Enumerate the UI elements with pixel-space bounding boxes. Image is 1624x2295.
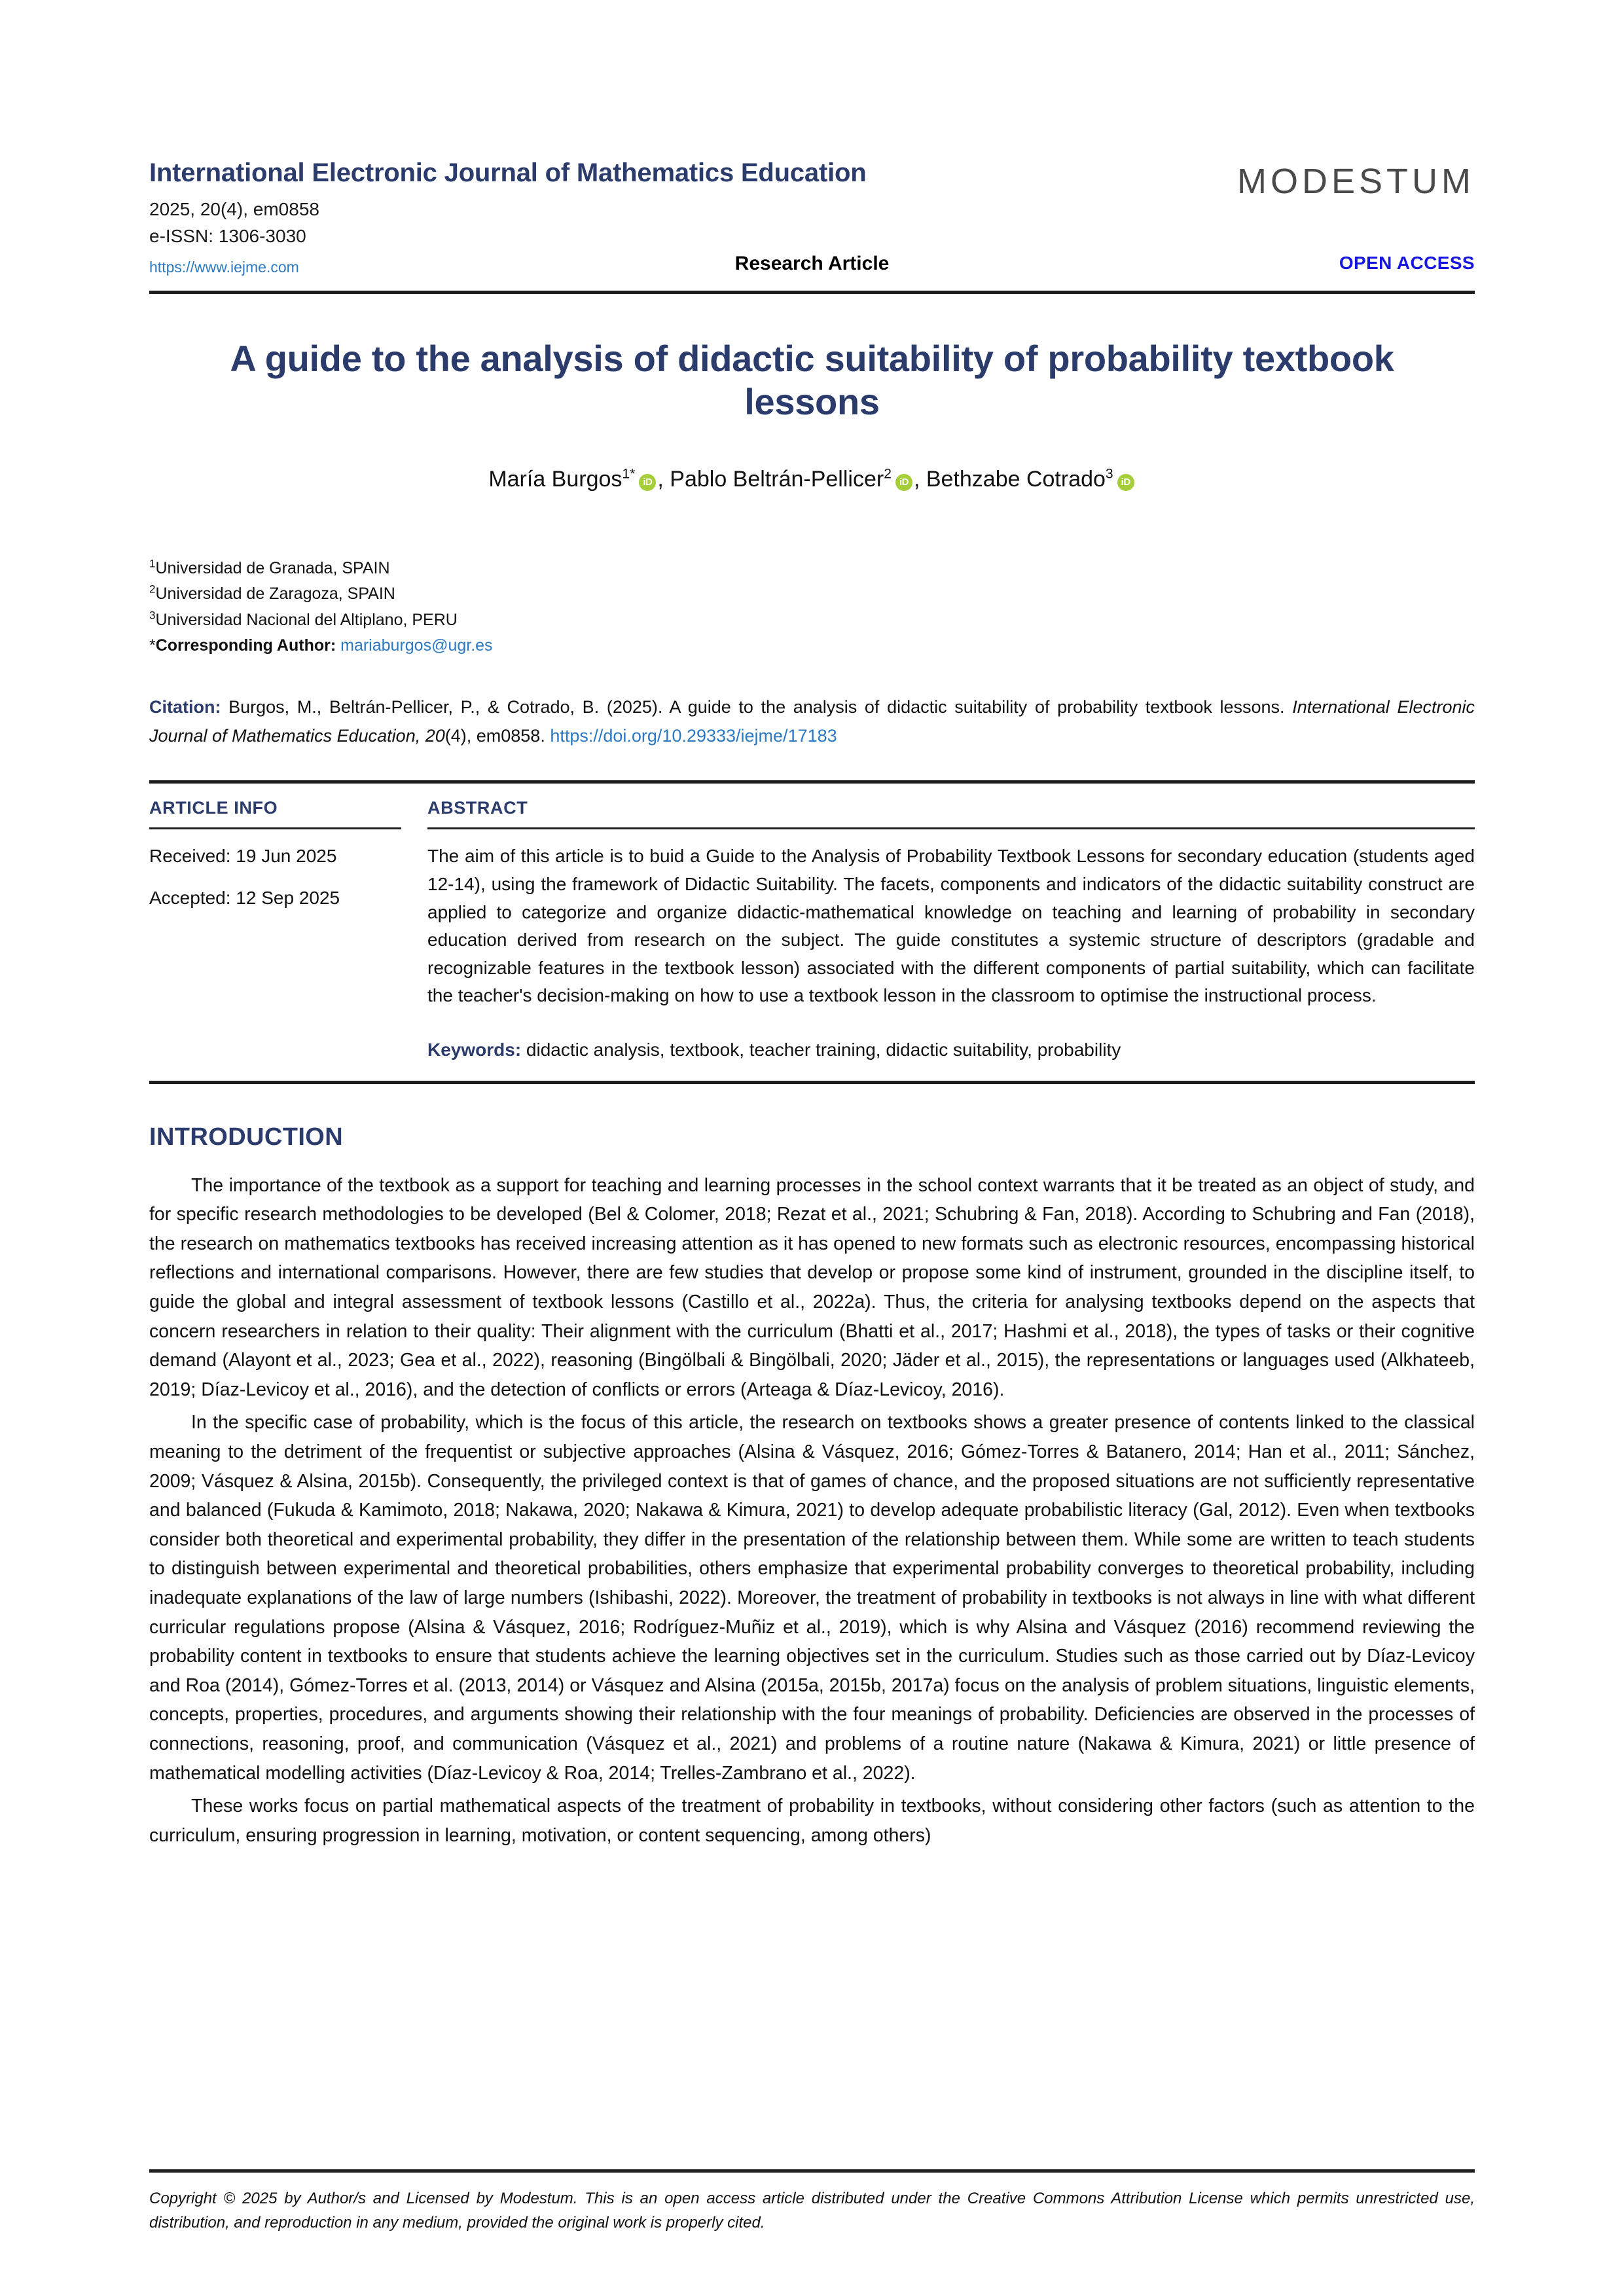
body-paragraph: In the specific case of probability, which is the focus of this article, the research on textbooks shows a greater presence of contents linked to the classical meaning to the detriment of the frequentist or subjective approaches (Alsina & Vásquez, 2016; Gómez-Torres & Batanero, 2014; Han et al., 2011; Sánchez, 2009; Vásquez & Alsina, 2015b). Consequently, the privileged context is that of games of chance, and the proposed situations are not sufficiently representative and balanced (Fukuda & Kamimoto, 2018; Nakawa, 2020; Nakawa & Kimura, 2021) to develop adequate probabilistic literacy (Gal, 2012). Even when textbooks consider both theoretical and experimental probability, they differ in the presentation of the relationship between them. While some are written to teach students to distinguish between experimental and theoretical probabilities, others emphasize that experimental probability converges to theoretical probability, including inadequate explanations of the law of large numbers (Ishibashi, 2022). Moreover, the treatment of probability in textbooks is not always in line with what different curricular regulations propose (Alsina & Vásquez, 2016; Rodríguez-Muñiz et al., 2019), which is why Alsina and Vásquez (2016) recommend reviewing the probability content in textbooks to ensure that students achieve the learning objectives set in the curriculum. Studies such as those carried out by Díaz-Levicoy and Roa (2014), Gómez-Torres et al. (2013, 2014) or Vásquez and Alsina (2015a, 2015b, 2017a) focus on the analysis of problem situations, linguistic elements, concepts, properties, procedures, and arguments showing their relationship with the four meanings of probability. Deficiencies are observed in the processes of connections, reasoning, proof, and communication (Vásquez et al., 2021) and problems of a routine nature (Nakawa & Kimura, 2021) or little presence of mathematical modelling activities (Díaz-Levicoy & Roa, 2014; Trelles-Zambrano et al., 2022). (149, 1412, 1475, 1784)
keywords-values: didactic analysis, textbook, teacher training, didactic suitability, probability (521, 1039, 1121, 1060)
citation-journal: International Electronic Journal of Mathematics Education, 20 (149, 696, 1475, 746)
citation-text: Burgos, M., Beltrán-Pellicer, P., & Cotrado, B. (2025). A guide to the analysis of didactic suitability of probability textbook lessons. (221, 696, 1293, 717)
corresponding-marker: * (149, 636, 156, 655)
journal-eissn: e-ISSN: 1306-3030 (149, 225, 306, 246)
abstract-heading: ABSTRACT (427, 798, 528, 818)
journal-issue: 2025, 20(4), em0858 (149, 199, 319, 219)
author-separator: , (913, 467, 926, 492)
author-list (149, 464, 1475, 496)
article-info-heading: ARTICLE INFO (149, 798, 278, 818)
author-entry (926, 467, 1136, 492)
infobox-bottom-divider (149, 1081, 1475, 1084)
affiliation-list (149, 556, 1475, 659)
body-paragraph: These works focus on partial mathematical aspects of the treatment of probability in textbooks, without considering other factors (such as attention to the curriculum, ensuring progression in learning, motivation, or content sequencing, among others) (149, 1796, 1475, 1846)
keywords-label: Keywords: (427, 1039, 522, 1060)
journal-url-link[interactable]: https://www.iejme.com (149, 259, 299, 276)
masthead-right (1134, 164, 1475, 199)
article-info-underline (149, 827, 401, 829)
affiliation-marker: 1 (149, 557, 156, 570)
infobox-top-divider (149, 780, 1475, 784)
footer-divider (149, 2169, 1475, 2173)
abstract-underline (427, 827, 1475, 829)
affiliation-text: Universidad de Granada, SPAIN (155, 558, 390, 577)
abstract-column (427, 798, 1475, 1063)
affiliation-item (149, 556, 1475, 582)
corresponding-label: Corresponding Author: (155, 636, 336, 655)
received-date: Received: 19 Jun 2025 (149, 846, 337, 867)
author-entry (670, 467, 914, 492)
journal-title: International Electronic Journal of Mathematics Education (149, 158, 867, 187)
affiliation-item (149, 581, 1475, 607)
copyright-notice: Copyright © 2025 by Author/s and Licensed by Modestum. This is an open access article distributed under the Creative Commons Attribution License which permits unrestricted use, distribution, and reproduction in any medium, provided the original work is properly cited. (149, 2190, 1475, 2232)
author-separator: , (657, 467, 670, 492)
corresponding-email-link[interactable]: mariaburgos@ugr.es (340, 636, 493, 655)
corresponding-author-line (149, 633, 1475, 659)
masthead (149, 0, 1475, 294)
affiliation-marker: 2 (149, 583, 156, 596)
author-affiliation-marker: 2 (884, 467, 892, 482)
infobox-grid (149, 798, 1475, 1063)
modestum-logo: MODESTUM (1237, 162, 1475, 201)
body-paragraph: The importance of the textbook as a support for teaching and learning processes in the school context warrants that it be treated as an object of study, and for specific research methodologies to be developed (Bel & Colomer, 2018; Rezat et al., 2021; Schubring & Fan, 2018). According to Schubring and Fan (2018), the research on mathematics textbooks has received increasing attention as it has opened to new formats such as electronic resources, encompassing historical reflections and international comparisons. However, there are few studies that develop or propose some kind of instrument, grounded in the discipline itself, to guide the global and integral assessment of textbook lessons (Castillo et al., 2022a). Thus, the criteria for analysing textbooks depend on the aspects that concern researchers in relation to their quality: Their alignment with the curriculum (Bhatti et al., 2017; Hashmi et al., 2018), the types of tasks or their cognitive demand (Alayont et al., 2023; Gea et al., 2022), reasoning (Bingölbali & Bingölbali, 2020; Jäder et al., 2015), the representations or languages used (Alkhateeb, 2019; Díaz-Levicoy et al., 2016), and the detection of conflicts or errors (Arteaga & Díaz-Levicoy, 2016). (149, 1174, 1475, 1400)
citation-label: Citation: (149, 696, 221, 717)
article-info-abstract-box (149, 780, 1475, 1083)
page-title: A guide to the analysis of didactic suitability of probability textbook lessons (230, 338, 1394, 423)
abstract-text: The aim of this article is to buid a Guide to the Analysis of Probability Textbook Lessons for secondary education (students aged 12-14), using the framework of Didactic Suitability. The facets, components and indicators of the didactic suitability construct are applied to categorize and organize didactic-mathematical knowledge on teaching and learning of probability in secondary education derived from research on the subject. The guide constitutes a systemic structure of descriptors (gradable and recognizable features in the textbook lesson) associated with the different components of partial suitability, which can facilitate the teacher's decision-making on how to use a textbook lesson in the classroom to optimise the instructional process. (427, 846, 1475, 1006)
author-name: Pablo Beltrán-Pellicer (670, 467, 884, 492)
citation-tail: (4), em0858. (444, 725, 550, 746)
masthead-divider (149, 291, 1475, 294)
author-entry (488, 467, 657, 492)
article-info-column (149, 798, 427, 926)
author-affiliation-marker: 1* (622, 467, 636, 482)
affiliation-marker: 3 (149, 609, 156, 622)
author-name: Bethzabe Cotrado (926, 467, 1106, 492)
section-heading-introduction: INTRODUCTION (149, 1123, 344, 1151)
open-access-badge: OPEN ACCESS (1339, 253, 1475, 274)
affiliation-text: Universidad Nacional del Altiplano, PERU (155, 610, 458, 629)
author-name: María Burgos (488, 467, 623, 492)
page-content (149, 0, 1475, 1854)
article-type-label: Research Article (734, 253, 890, 275)
affiliation-text: Universidad de Zaragoza, SPAIN (155, 585, 395, 604)
keywords-line (427, 1036, 1475, 1064)
article-type-row (149, 253, 1475, 279)
accepted-date: Accepted: 12 Sep 2025 (149, 888, 340, 909)
author-affiliation-marker: 3 (1105, 467, 1113, 482)
doi-link[interactable]: https://doi.org/10.29333/iejme/17183 (550, 725, 837, 746)
page-footer (149, 2169, 1475, 2235)
affiliation-item (149, 607, 1475, 634)
orcid-icon[interactable]: iD (895, 474, 912, 491)
citation (149, 693, 1475, 750)
orcid-icon[interactable]: iD (639, 474, 656, 491)
orcid-icon[interactable]: iD (1117, 474, 1134, 491)
